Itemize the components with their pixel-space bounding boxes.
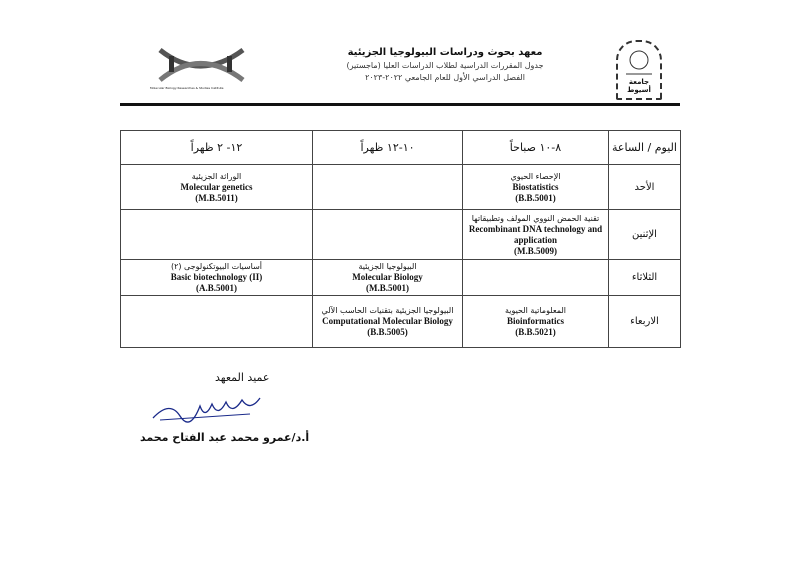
column-header: ٨-١٠ صباحاً [463, 131, 609, 165]
course-english-name: Molecular genetics [180, 181, 253, 192]
course-english-name: Basic biotechnology (II) [170, 272, 263, 282]
course-cell [313, 210, 463, 260]
table-row [121, 296, 681, 348]
course-cell [463, 260, 609, 296]
course-cell [313, 260, 463, 296]
schedule-subtitle: جدول المقررات الدراسية لطلاب الدراسات العليا (ماجستير) [346, 61, 544, 70]
course-arabic-name: البيولوجيا الجزيئية بتقنيات الحاسب الآلي [321, 306, 454, 315]
course-cell [463, 296, 609, 348]
institute-name: معهد بحوث ودراسات البيولوجيا الجزيئية [347, 47, 543, 58]
document-header [280, 47, 610, 82]
course-cell [121, 210, 313, 260]
column-header: ١٠-١٢ ظهراً [313, 131, 463, 165]
course-code: (B.B.5021) [515, 327, 556, 337]
course-code: (M.B.5011) [195, 192, 238, 203]
course-arabic-name: الوراثة الجزيئية [191, 171, 242, 181]
dean-title: عميد المعهد [215, 371, 270, 384]
university-logo [616, 40, 662, 100]
course-code: (B.B.5005) [367, 327, 408, 337]
course-code: (M.B.5001) [366, 283, 409, 293]
course-code: (M.B.5009) [514, 245, 557, 256]
course-cell [121, 296, 313, 348]
institute-logo [155, 42, 250, 87]
signature [150, 392, 265, 428]
course-arabic-name: تقنية الحمض النووي المولف وتطبيقاتها [471, 213, 600, 223]
course-english-name: Molecular Biology [352, 272, 423, 282]
university-logo-text: جامعة أسيوط [627, 78, 651, 94]
table-row [121, 210, 681, 260]
course-code: (A.B.5001) [195, 283, 237, 293]
course-cell [463, 210, 609, 260]
course-cell [121, 260, 313, 296]
day-cell: الأحد [609, 165, 681, 210]
course-arabic-name: أساسيات البيوتكنولوجى (٢) [170, 262, 263, 271]
course-english-name: Computational Molecular Biology [322, 316, 453, 326]
course-english-name: Bioinformatics [507, 316, 564, 326]
course-cell [121, 165, 313, 210]
course-arabic-name: المعلوماتية الحيوية [504, 306, 566, 315]
term-label: الفصل الدراسي الأول للعام الجامعي ٢٠٢٢-٢٠٢٣ [365, 73, 525, 82]
schedule-table [120, 130, 681, 348]
table-header-row [121, 131, 681, 165]
day-cell: الإثنين [609, 210, 681, 260]
logo-caption: Molecular Biology Researches & Studies Institute [150, 86, 224, 90]
course-cell [313, 296, 463, 348]
table-row [121, 165, 681, 210]
course-english-name: Recombinant DNA technology and application [468, 223, 603, 245]
course-arabic-name: الإحصاء الحيوي [510, 171, 561, 181]
header-divider [120, 103, 680, 106]
course-english-name: Biostatistics [512, 181, 559, 192]
column-header: اليوم / الساعة [609, 131, 681, 165]
dean-name: أ.د/عمرو محمد عبد الفتاح محمد [140, 431, 310, 444]
course-cell [463, 165, 609, 210]
course-cell [313, 165, 463, 210]
course-arabic-name: البيولوجيا الجزيئية [358, 262, 417, 271]
column-header: ١٢- ٢ ظهراً [121, 131, 313, 165]
course-code: (B.B.5001) [515, 192, 556, 203]
table-row [121, 260, 681, 296]
day-cell: الثلاثاء [609, 260, 681, 296]
day-cell: الاربعاء [609, 296, 681, 348]
